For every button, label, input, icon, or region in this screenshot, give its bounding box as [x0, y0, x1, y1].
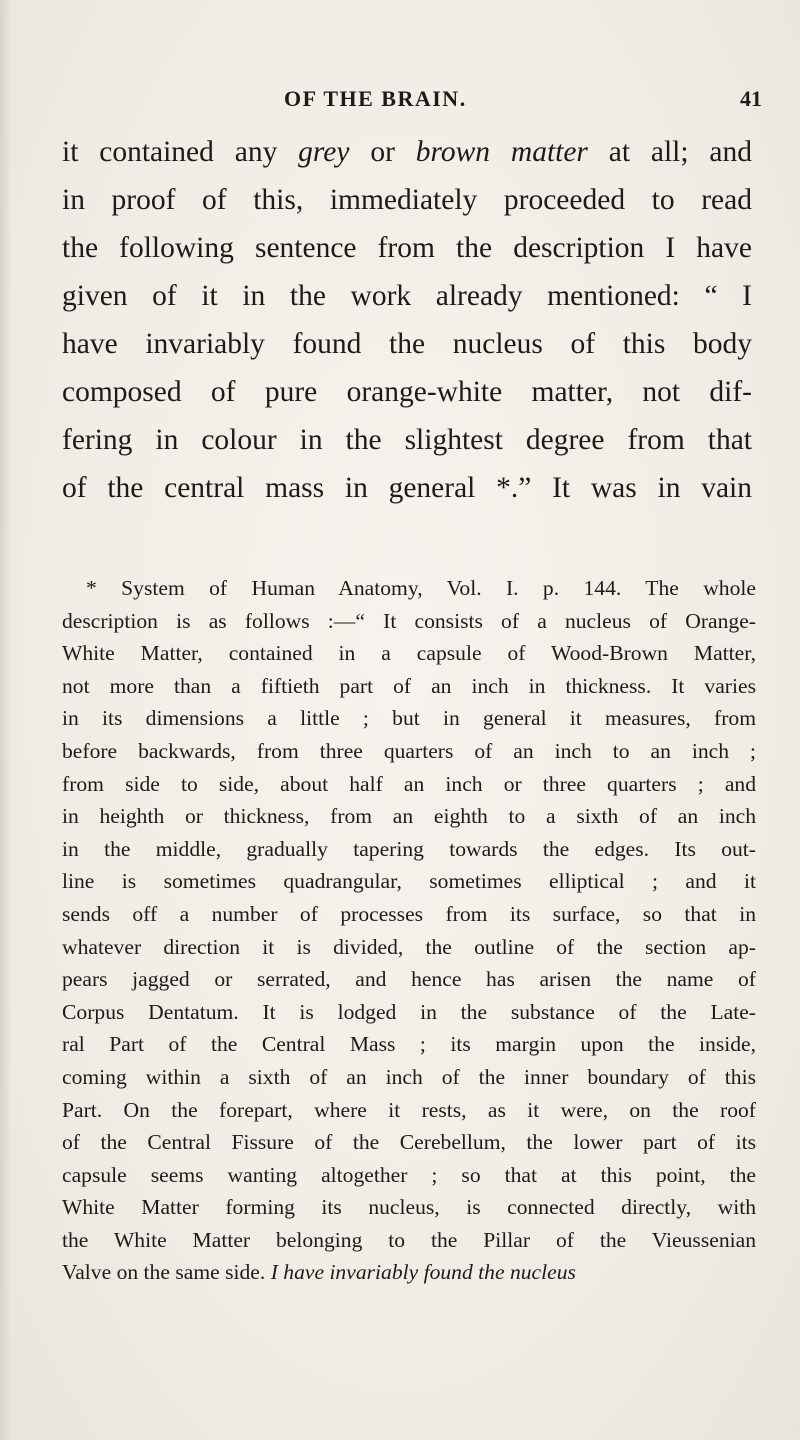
- body-line: composed of pure orange-white matter, not dif-: [62, 376, 752, 408]
- footnote-line: sends off a number of processes from its surface, so that in: [62, 901, 756, 926]
- body-line: of the central mass in general *.” It was in vain: [62, 472, 752, 504]
- page-number: 41: [740, 86, 762, 111]
- footnote-line: White Matter, contained in a capsule of Wood-Brown Matter,: [62, 641, 756, 666]
- footnote-line: [62, 1256, 756, 1289]
- footnote-line: line is sometimes quadrangular, sometimes elliptical ; and it: [62, 869, 756, 894]
- footnote-line: capsule seems wanting altogether ; so that at this point, the: [62, 1162, 756, 1187]
- footnote-line: White Matter forming its nucleus, is connected directly, with: [62, 1195, 756, 1220]
- body-line-text: or: [349, 136, 416, 168]
- page-header: [0, 86, 800, 126]
- footnote-line: before backwards, from three quarters of an inch to an inch ;: [62, 738, 756, 763]
- body-line-text: at all; and: [587, 136, 752, 168]
- footnote-line: * System of Human Anatomy, Vol. I. p. 144. The whole: [86, 576, 756, 600]
- body-line-text: it contained any: [62, 136, 299, 168]
- italic-term-grey: grey: [298, 136, 350, 168]
- footnote-italic-quote: I have invariably found the nucleus: [270, 1260, 576, 1285]
- footnote-line: not more than a fiftieth part of an inch in thickness. It varies: [62, 673, 756, 698]
- footnote-line: of the Central Fissure of the Cerebellum, the lower part of its: [62, 1130, 756, 1155]
- footnote-line: in its dimensions a little ; but in general it measures, from: [62, 706, 756, 731]
- footnote-line: from side to side, about half an inch or three quarters ; and: [62, 771, 756, 796]
- footnote-line: whatever direction it is divided, the outline of the section ap-: [62, 934, 756, 959]
- footnote-line: Part. On the forepart, where it rests, as it were, on the roof: [62, 1097, 756, 1122]
- footnote: [62, 572, 756, 1289]
- body-line: in proof of this, immediately proceeded to read: [62, 184, 752, 216]
- body-line: have invariably found the nucleus of this body: [62, 328, 752, 360]
- footnote-line: Corpus Dentatum. It is lodged in the substance of the Late-: [62, 999, 756, 1024]
- footnote-line: coming within a sixth of an inch of the inner boundary of this: [62, 1064, 756, 1089]
- footnote-line: description is as follows :—“ It consists of a nucleus of Orange-: [62, 608, 756, 633]
- footnote-line: in heighth or thickness, from an eighth to a sixth of an inch: [62, 804, 756, 829]
- body-line: fering in colour in the slightest degree from that: [62, 424, 752, 456]
- footnote-line: ral Part of the Central Mass ; its margin upon the inside,: [62, 1032, 756, 1057]
- body-line: the following sentence from the description I have: [62, 232, 752, 264]
- body-text: [62, 128, 752, 512]
- body-line: [62, 128, 752, 176]
- footnote-line: in the middle, gradually tapering towards the edges. Its out-: [62, 836, 756, 861]
- footnote-line: pears jagged or serrated, and hence has arisen the name of: [62, 967, 756, 992]
- body-line: given of it in the work already mentioned: “ I: [62, 280, 752, 312]
- page-gutter-shadow: [0, 0, 12, 1440]
- running-head: OF THE BRAIN.: [284, 86, 467, 111]
- footnote-line-text: Valve on the same side.: [62, 1260, 271, 1285]
- italic-term-brown-matter: brown matter: [415, 136, 588, 168]
- footnote-line: the White Matter belonging to the Pillar of the Vieussenian: [62, 1227, 756, 1252]
